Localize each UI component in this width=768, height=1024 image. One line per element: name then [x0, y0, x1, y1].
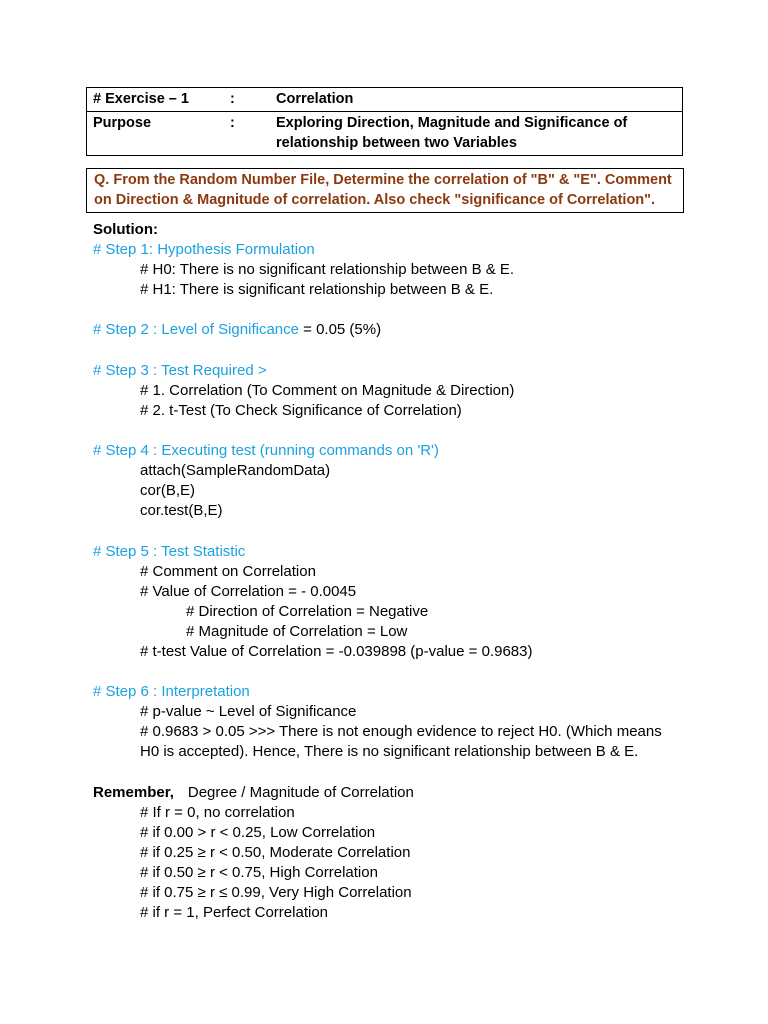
- purpose-value: Exploring Direction, Magnitude and Significance of relationship between two Variables: [276, 112, 683, 156]
- remember-item: # if r = 1, Perfect Correlation: [140, 904, 328, 922]
- step5-comment: # Comment on Correlation: [140, 562, 316, 580]
- solution-content: [93, 220, 693, 923]
- step2-heading: # Step 2 : Level of Significance: [93, 321, 299, 339]
- remember-heading: [93, 783, 693, 803]
- step3-heading: # Step 3 : Test Required >: [93, 361, 267, 379]
- remember-title: Degree / Magnitude of Correlation: [187, 783, 414, 801]
- solution-label: Solution:: [93, 221, 158, 238]
- step6-line-1: # p-value ~ Level of Significance: [140, 703, 357, 721]
- step4-command-cor-test: cor.test(B,E): [140, 502, 223, 520]
- step5-correlation-value: # Value of Correlation = - 0.0045: [140, 582, 357, 600]
- purpose-colon: :: [230, 112, 276, 156]
- exercise-colon: :: [230, 88, 276, 112]
- exercise-label: # Exercise – 1: [87, 88, 231, 112]
- remember-item: # if 0.75 ≥ r ≤ 0.99, Very High Correlation: [140, 884, 412, 902]
- step5-ttest: # t-test Value of Correlation = -0.039898 (p-value = 0.9683): [140, 642, 533, 660]
- step3-item-2: # 2. t-Test (To Check Significance of Correlation): [140, 401, 462, 419]
- purpose-label: Purpose: [87, 112, 231, 156]
- step1-h1: # H1: There is significant relationship between B & E.: [140, 281, 494, 299]
- remember-item: # if 0.50 ≥ r < 0.75, High Correlation: [140, 864, 378, 881]
- step2-line: [93, 320, 693, 340]
- step1-heading: # Step 1: Hypothesis Formulation: [93, 241, 315, 259]
- remember-item: # If r = 0, no correlation: [140, 803, 295, 821]
- step4-heading: # Step 4 : Executing test (running commands on 'R'): [93, 442, 439, 460]
- step5-magnitude: # Magnitude of Correlation = Low: [186, 622, 408, 640]
- remember-item: # if 0.00 > r < 0.25, Low Correlation: [140, 823, 376, 841]
- exercise-header-table: [86, 87, 683, 156]
- remember-label: Remember,: [93, 783, 174, 801]
- step6-line-2: # 0.9683 > 0.05 >>> There is not enough evidence to reject H0. (Which means H0 is accepted). Hence, There is no significant relationship between B & E.: [140, 723, 662, 761]
- exercise-row: [87, 88, 683, 112]
- step3-item-1: # 1. Correlation (To Comment on Magnitude & Direction): [140, 381, 515, 399]
- step5-heading: # Step 5 : Test Statistic: [93, 542, 246, 560]
- remember-item: # if 0.25 ≥ r < 0.50, Moderate Correlation: [140, 843, 411, 861]
- step6-heading: # Step 6 : Interpretation: [93, 683, 250, 701]
- step2-value: = 0.05 (5%): [298, 321, 382, 339]
- purpose-row: [87, 112, 683, 156]
- step1-h0: # H0: There is no significant relationship between B & E.: [140, 261, 515, 279]
- question-box: Q. From the Random Number File, Determine the correlation of "B" & "E". Comment on Direction & Magnitude of correlation. Also check "significance of Correlation".: [86, 168, 684, 213]
- step4-command-cor: cor(B,E): [140, 482, 196, 500]
- exercise-value: Correlation: [276, 88, 683, 112]
- step4-command-attach: attach(SampleRandomData): [140, 462, 331, 480]
- step5-direction: # Direction of Correlation = Negative: [186, 602, 429, 620]
